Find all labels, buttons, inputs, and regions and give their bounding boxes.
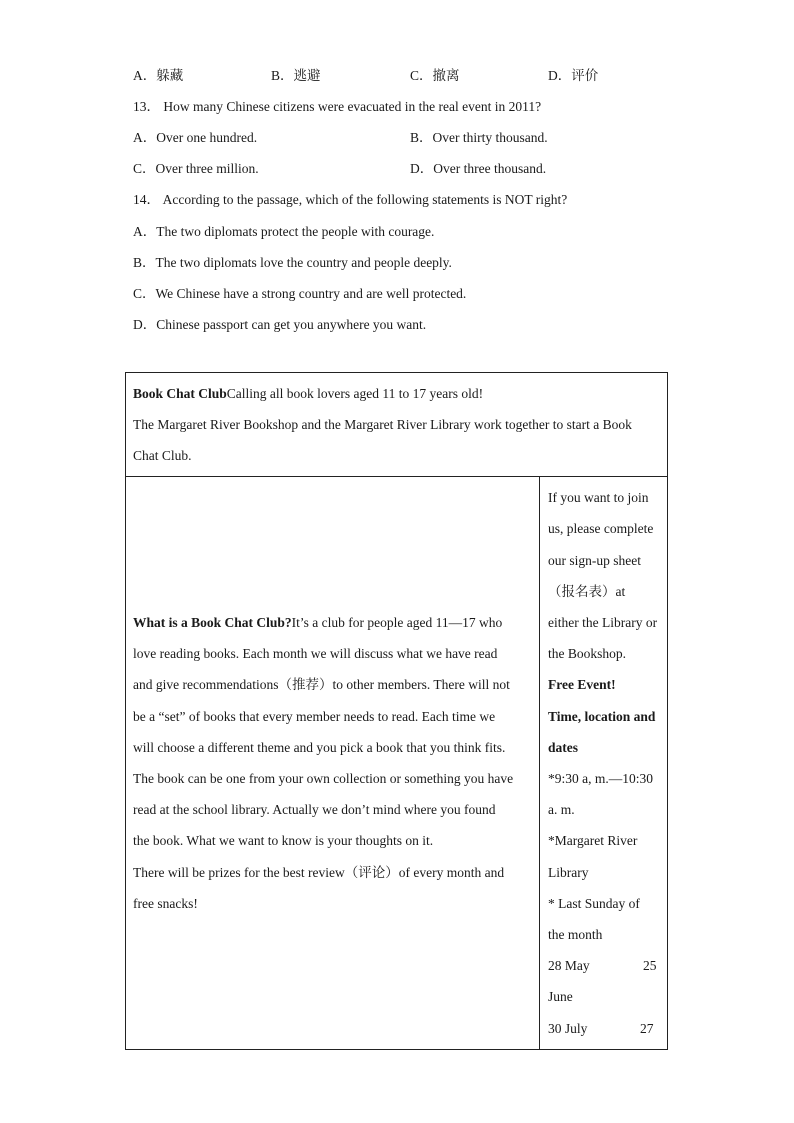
q12-option-d: D．评价 bbox=[548, 68, 599, 83]
side-line: the Bookshop. bbox=[548, 646, 627, 661]
main-heading: What is a Book Chat Club? bbox=[133, 615, 292, 630]
q14-option-d: D．Chinese passport can get you anywhere you want. bbox=[133, 317, 427, 332]
date-row-3: 30 July 27 bbox=[548, 1021, 654, 1036]
main-first-line: What is a Book Chat Club?It’s a club for people aged 11—17 who bbox=[133, 615, 503, 630]
main-line: and give recommendations（推荐）to other members. There will not bbox=[133, 677, 510, 692]
side-line: either the Library or bbox=[548, 615, 658, 630]
q13-option-b: B．Over thirty thousand. bbox=[410, 130, 548, 145]
q14-option-b: B．The two diplomats love the country and people deeply. bbox=[133, 255, 452, 270]
time-heading-2: dates bbox=[548, 740, 578, 755]
main-line: The book can be one from your own collection or something you have bbox=[133, 771, 514, 786]
notice-title: Book Chat Club bbox=[133, 386, 227, 401]
side-line: （报名表）at bbox=[548, 584, 626, 599]
side-line: If you want to join bbox=[548, 490, 649, 505]
q14-stem: 14． According to the passage, which of the following statements is NOT right? bbox=[133, 192, 568, 207]
date-row-2: June bbox=[548, 989, 573, 1004]
main-line: be a “set” of books that every member needs to read. Each time we bbox=[133, 709, 496, 724]
free-event-label: Free Event! bbox=[548, 677, 616, 692]
side-line: us, please complete bbox=[548, 521, 654, 536]
q12-option-c: C．撤离 bbox=[410, 68, 460, 83]
time-line-1: *9:30 a, m.—10:30 bbox=[548, 771, 653, 786]
notice-headline-row bbox=[133, 384, 483, 404]
location-line-1: *Margaret River bbox=[548, 833, 638, 848]
notice-intro-line-1: The Margaret River Bookshop and the Margaret River Library work together to start a Book bbox=[133, 417, 632, 432]
main-line: read at the school library. Actually we don’t mind where you found bbox=[133, 802, 496, 817]
main-line: will choose a different theme and you pick a book that you think fits. bbox=[133, 740, 506, 755]
q13-option-c: C．Over three million. bbox=[133, 161, 259, 176]
location-line-2: Library bbox=[548, 865, 589, 880]
when-line-2: the month bbox=[548, 927, 603, 942]
main-line: the book. What we want to know is your thoughts on it. bbox=[133, 833, 434, 848]
column-divider bbox=[539, 477, 540, 1050]
main-line: love reading books. Each month we will discuss what we have read bbox=[133, 646, 498, 661]
main-line: There will be prizes for the best review（评论）of every month and bbox=[133, 865, 505, 880]
time-heading-1: Time, location and bbox=[548, 709, 656, 724]
q12-option-b: B．逃避 bbox=[271, 68, 321, 83]
time-line-2: a. m. bbox=[548, 802, 575, 817]
q12-option-a: A．躲藏 bbox=[133, 68, 184, 83]
q13-option-a: A．Over one hundred. bbox=[133, 130, 258, 145]
date-row-1: 28 May 25 bbox=[548, 958, 657, 973]
main-line: free snacks! bbox=[133, 896, 198, 911]
q14-option-c: C．We Chinese have a strong country and are well protected. bbox=[133, 286, 467, 301]
q14-option-a: A．The two diplomats protect the people with courage. bbox=[133, 224, 435, 239]
notice-intro-line-2: Chat Club. bbox=[133, 448, 192, 463]
when-line-1: * Last Sunday of bbox=[548, 896, 640, 911]
notice-headline: Calling all book lovers aged 11 to 17 years old! bbox=[226, 386, 484, 401]
q13-stem: 13． How many Chinese citizens were evacuated in the real event in 2011? bbox=[133, 99, 542, 114]
side-line: our sign-up sheet bbox=[548, 553, 641, 568]
q13-option-d: D．Over three thousand. bbox=[410, 161, 547, 176]
